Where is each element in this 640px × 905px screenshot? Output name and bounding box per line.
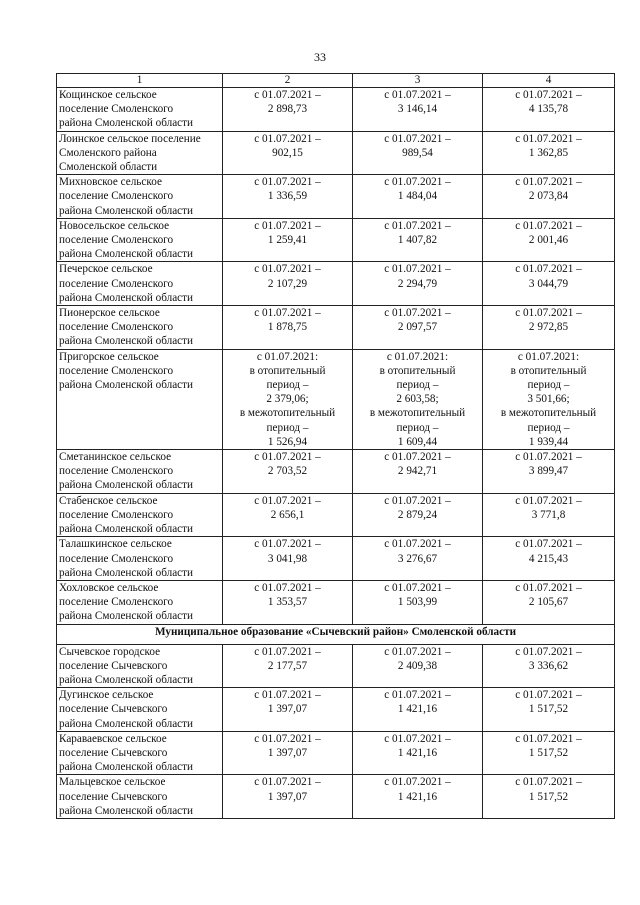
- tariff-col4-cell: [483, 88, 615, 132]
- tariff-col2-cell: [223, 262, 353, 306]
- settlement-name-cell: [57, 580, 223, 624]
- cell-line: 3 501,66;: [527, 393, 570, 406]
- cell-line: Михновское сельское: [59, 176, 162, 189]
- cell-line: с 01.07.2021 –: [254, 307, 321, 320]
- cell-line: с 01.07.2021 –: [384, 89, 451, 101]
- cell-line: с 01.07.2021 –: [384, 732, 451, 745]
- cell-line: 1 939,44: [528, 435, 569, 448]
- cell-line: 2 294,79: [397, 277, 438, 290]
- cell-line: 1 336,59: [267, 190, 308, 203]
- cell-line: в межотопительный: [500, 407, 597, 420]
- tariff-col3-cell: [353, 218, 483, 262]
- cell-line: 2 898,73: [267, 103, 308, 116]
- table-row: [57, 131, 615, 175]
- cell-line: с 01.07.2021 –: [254, 538, 321, 551]
- tariff-col2-cell: [223, 131, 353, 175]
- cell-line: с 01.07.2021 –: [384, 689, 451, 702]
- cell-line: 2 603,58;: [396, 393, 439, 406]
- cell-line: период –: [396, 379, 439, 392]
- cell-line: с 01.07.2021 –: [384, 776, 451, 789]
- settlement-name-cell: [57, 537, 223, 581]
- tariff-col2-cell: [223, 537, 353, 581]
- cell-line: с 01.07.2021 –: [254, 176, 321, 189]
- cell-line: с 01.07.2021 –: [254, 494, 321, 507]
- table-row: [57, 580, 615, 624]
- cell-line: с 01.07.2021 –: [254, 689, 321, 702]
- smolensk-district-rows: [57, 88, 615, 625]
- cell-line: 2 073,84: [528, 190, 569, 203]
- cell-line: 1 421,16: [397, 790, 438, 803]
- tariff-col4-cell: [483, 306, 615, 350]
- table-row: [57, 262, 615, 306]
- cell-line: 902,15: [272, 146, 303, 159]
- cell-line: период –: [527, 421, 570, 434]
- cell-line: района Смоленской области: [59, 335, 194, 348]
- tariff-col3-cell: [353, 262, 483, 306]
- tariff-col3-cell: [353, 131, 483, 175]
- cell-line: поселение Смоленского: [59, 465, 174, 478]
- cell-line: с 01.07.2021 –: [515, 732, 582, 745]
- cell-line: Кощинское сельское: [59, 89, 157, 101]
- tariff-col2-cell: [223, 644, 353, 688]
- cell-line: района Смоленской области: [59, 673, 194, 686]
- tariff-col4-cell: [483, 131, 615, 175]
- tariff-col4-cell: [483, 218, 615, 262]
- cell-line: поселение Смоленского: [59, 552, 174, 565]
- cell-line: 3 044,79: [528, 277, 569, 290]
- settlement-name-cell: [57, 175, 223, 219]
- tariff-col3-cell: [353, 306, 483, 350]
- cell-line: Сычевское городское: [59, 645, 161, 658]
- cell-line: Пригорское сельское: [59, 350, 159, 363]
- settlement-name-cell: [57, 218, 223, 262]
- settlement-name-cell: [57, 775, 223, 819]
- tariff-col3-cell: [353, 88, 483, 132]
- cell-line: поселение Смоленского: [59, 234, 174, 247]
- cell-line: в отопительный: [510, 364, 587, 377]
- cell-line: 1 397,07: [267, 703, 308, 716]
- cell-line: в межотопительный: [369, 407, 466, 420]
- settlement-name-cell: [57, 131, 223, 175]
- header-row: [57, 74, 615, 88]
- cell-line: 2 107,29: [267, 277, 308, 290]
- cell-line: 4 135,78: [528, 103, 569, 116]
- cell-line: с 01.07.2021 –: [254, 776, 321, 789]
- cell-line: с 01.07.2021 –: [515, 263, 582, 276]
- settlement-name-cell: [57, 88, 223, 132]
- cell-line: в отопительный: [379, 364, 456, 377]
- cell-line: 1 609,44: [397, 435, 438, 448]
- cell-line: с 01.07.2021 –: [384, 538, 451, 551]
- table-row: [57, 175, 615, 219]
- cell-line: с 01.07.2021 –: [254, 581, 321, 594]
- table-row: [57, 306, 615, 350]
- tariff-col4-cell: [483, 493, 615, 537]
- tariff-col2-cell: [223, 731, 353, 775]
- table-row: [57, 88, 615, 132]
- cell-line: 2 656,1: [270, 508, 305, 521]
- tariff-col4-cell: [483, 580, 615, 624]
- tariff-col4-cell: [483, 450, 615, 494]
- cell-line: 2 097,57: [397, 321, 438, 334]
- cell-line: Стабенское сельское: [59, 494, 158, 507]
- table-row: [57, 688, 615, 732]
- tariff-col3-cell: [353, 775, 483, 819]
- cell-line: поселение Смоленского: [59, 596, 174, 609]
- cell-line: поселение Сычевского: [59, 703, 168, 716]
- cell-line: с 01.07.2021:: [517, 350, 580, 363]
- cell-line: района Смоленской области: [59, 379, 194, 392]
- cell-line: 3 276,67: [397, 552, 438, 565]
- cell-line: с 01.07.2021:: [256, 350, 319, 363]
- cell-line: Хохловское сельское: [59, 581, 159, 594]
- tariff-col3-cell: [353, 688, 483, 732]
- settlement-name-cell: [57, 306, 223, 350]
- cell-line: 1 526,94: [267, 435, 308, 448]
- sychevsky-district-rows: [57, 644, 615, 818]
- cell-line: с 01.07.2021 –: [254, 645, 321, 658]
- cell-line: с 01.07.2021 –: [254, 219, 321, 232]
- cell-line: в отопительный: [249, 364, 326, 377]
- cell-line: поселение Смоленского: [59, 190, 174, 203]
- tariff-col4-cell: [483, 537, 615, 581]
- table-row: [57, 218, 615, 262]
- cell-line: 3 146,14: [397, 103, 438, 116]
- table-row: [57, 731, 615, 775]
- cell-line: с 01.07.2021 –: [384, 581, 451, 594]
- settlement-name-cell: [57, 493, 223, 537]
- cell-line: Печерское сельское: [59, 263, 153, 276]
- cell-line: поселение Смоленского: [59, 508, 174, 521]
- tariff-col3-cell: [353, 580, 483, 624]
- tariff-col3-cell: [353, 537, 483, 581]
- cell-line: 3 899,47: [528, 465, 569, 478]
- cell-line: с 01.07.2021:: [386, 350, 449, 363]
- cell-line: с 01.07.2021 –: [515, 776, 582, 789]
- cell-line: 1 259,41: [267, 234, 308, 247]
- settlement-name-cell: [57, 450, 223, 494]
- cell-line: с 01.07.2021 –: [384, 307, 451, 320]
- cell-line: 3 041,98: [267, 552, 308, 565]
- cell-line: 1 503,99: [397, 596, 438, 609]
- cell-line: с 01.07.2021 –: [515, 645, 582, 658]
- cell-line: 1 517,52: [528, 790, 569, 803]
- cell-line: с 01.07.2021 –: [515, 219, 582, 232]
- cell-line: 4 215,43: [528, 552, 569, 565]
- cell-line: с 01.07.2021 –: [254, 263, 321, 276]
- table-row: [57, 644, 615, 688]
- cell-line: период –: [396, 421, 439, 434]
- cell-line: района Смоленской области: [59, 204, 194, 217]
- table-row: [57, 537, 615, 581]
- cell-line: Смоленской области: [59, 161, 158, 174]
- cell-line: Сметанинское сельское: [59, 451, 172, 464]
- cell-line: района Смоленской области: [59, 479, 194, 492]
- tariff-col2-cell: [223, 306, 353, 350]
- cell-line: с 01.07.2021 –: [384, 451, 451, 464]
- cell-line: 1 517,52: [528, 703, 569, 716]
- cell-line: 2 879,24: [397, 508, 438, 521]
- tariff-col2-cell: [223, 175, 353, 219]
- cell-line: с 01.07.2021 –: [254, 89, 321, 101]
- cell-line: 2 972,85: [528, 321, 569, 334]
- cell-line: поселение Смоленского: [59, 364, 174, 377]
- cell-line: района Смоленской области: [59, 717, 194, 730]
- column-header: 3: [353, 74, 483, 88]
- cell-line: Лоинское сельское поселение: [59, 132, 201, 145]
- cell-line: период –: [266, 379, 309, 392]
- cell-line: поселение Сычевского: [59, 659, 168, 672]
- tariff-col2-cell: [223, 88, 353, 132]
- cell-line: Пионерское сельское: [59, 307, 160, 320]
- cell-line: Мальцевское сельское: [59, 776, 166, 789]
- cell-line: 2 409,38: [397, 659, 438, 672]
- settlement-name-cell: [57, 262, 223, 306]
- tariff-col2-cell: [223, 450, 353, 494]
- cell-line: района Смоленской области: [59, 117, 194, 130]
- cell-line: района Смоленской области: [59, 523, 194, 536]
- cell-line: 2 001,46: [528, 234, 569, 247]
- tariff-col4-cell: [483, 731, 615, 775]
- tariff-col2-cell: [223, 688, 353, 732]
- tariff-col2-cell: [223, 775, 353, 819]
- tariff-col3-cell: [353, 349, 483, 449]
- cell-line: района Смоленской области: [59, 761, 194, 774]
- cell-line: поселение Сычевского: [59, 746, 168, 759]
- tariff-col4-cell: [483, 262, 615, 306]
- cell-line: с 01.07.2021 –: [384, 219, 451, 232]
- column-header: 2: [223, 74, 353, 88]
- cell-line: 2 105,67: [528, 596, 569, 609]
- cell-line: с 01.07.2021 –: [515, 494, 582, 507]
- cell-line: 1 362,85: [528, 146, 569, 159]
- tariff-col2-cell: [223, 218, 353, 262]
- tariff-col4-cell: [483, 688, 615, 732]
- cell-line: поселение Сычевского: [59, 790, 168, 803]
- cell-line: с 01.07.2021 –: [254, 132, 321, 145]
- cell-line: района Смоленской области: [59, 248, 194, 261]
- tariff-col2-cell: [223, 349, 353, 449]
- tariff-table: [56, 73, 615, 819]
- cell-line: района Смоленской области: [59, 804, 194, 817]
- settlement-name-cell: [57, 731, 223, 775]
- column-header: 4: [483, 74, 615, 88]
- cell-line: с 01.07.2021 –: [384, 263, 451, 276]
- cell-line: Караваевское сельское: [59, 732, 167, 745]
- cell-line: Новосельское сельское: [59, 219, 170, 232]
- cell-line: 2 379,06;: [266, 393, 309, 406]
- cell-line: с 01.07.2021 –: [515, 451, 582, 464]
- cell-line: 1 407,82: [397, 234, 438, 247]
- cell-line: 3 771,8: [531, 508, 566, 521]
- cell-line: с 01.07.2021 –: [515, 132, 582, 145]
- cell-line: 1 353,57: [267, 596, 308, 609]
- cell-line: с 01.07.2021 –: [384, 176, 451, 189]
- cell-line: с 01.07.2021 –: [384, 494, 451, 507]
- cell-line: поселение Смоленского: [59, 103, 174, 116]
- cell-line: с 01.07.2021 –: [384, 645, 451, 658]
- cell-line: 1 397,07: [267, 790, 308, 803]
- page-number: 33: [314, 50, 326, 64]
- table-row: [57, 349, 615, 449]
- cell-line: района Смоленской области: [59, 291, 194, 304]
- cell-line: в межотопительный: [239, 407, 336, 420]
- cell-line: 1 421,16: [397, 746, 438, 759]
- tariff-col4-cell: [483, 349, 615, 449]
- cell-line: 3 336,62: [528, 659, 569, 672]
- cell-line: с 01.07.2021 –: [515, 689, 582, 702]
- section-title: Муниципальное образование «Сычевский район» Смоленской области: [57, 624, 615, 644]
- cell-line: 1 397,07: [267, 746, 308, 759]
- tariff-col4-cell: [483, 644, 615, 688]
- settlement-name-cell: [57, 644, 223, 688]
- tariff-col4-cell: [483, 175, 615, 219]
- cell-line: с 01.07.2021 –: [384, 132, 451, 145]
- cell-line: период –: [266, 421, 309, 434]
- tariff-col3-cell: [353, 450, 483, 494]
- settlement-name-cell: [57, 349, 223, 449]
- cell-line: района Смоленской области: [59, 610, 194, 623]
- column-header: 1: [57, 74, 223, 88]
- settlement-name-cell: [57, 688, 223, 732]
- cell-line: с 01.07.2021 –: [254, 732, 321, 745]
- tariff-col3-cell: [353, 731, 483, 775]
- tariff-col2-cell: [223, 580, 353, 624]
- cell-line: 1 878,75: [267, 321, 308, 334]
- cell-line: Смоленского района: [59, 146, 157, 159]
- cell-line: поселение Смоленского: [59, 321, 174, 334]
- section-row: [57, 624, 615, 644]
- tariff-col3-cell: [353, 175, 483, 219]
- tariff-col3-cell: [353, 644, 483, 688]
- cell-line: с 01.07.2021 –: [515, 581, 582, 594]
- table-row: [57, 450, 615, 494]
- cell-line: 1 484,04: [397, 190, 438, 203]
- cell-line: с 01.07.2021 –: [515, 89, 582, 101]
- cell-line: с 01.07.2021 –: [515, 538, 582, 551]
- cell-line: 2 177,57: [267, 659, 308, 672]
- cell-line: поселение Смоленского: [59, 277, 174, 290]
- cell-line: 989,54: [402, 146, 433, 159]
- cell-line: 1 421,16: [397, 703, 438, 716]
- cell-line: с 01.07.2021 –: [254, 451, 321, 464]
- cell-line: Дугинское сельское: [59, 689, 154, 702]
- cell-line: Талашкинское сельское: [59, 538, 172, 551]
- cell-line: период –: [527, 379, 570, 392]
- cell-line: с 01.07.2021 –: [515, 307, 582, 320]
- cell-line: 2 942,71: [397, 465, 438, 478]
- tariff-col4-cell: [483, 775, 615, 819]
- cell-line: с 01.07.2021 –: [515, 176, 582, 189]
- tariff-col2-cell: [223, 493, 353, 537]
- cell-line: района Смоленской области: [59, 566, 194, 579]
- tariff-col3-cell: [353, 493, 483, 537]
- cell-line: 2 703,52: [267, 465, 308, 478]
- table-row: [57, 493, 615, 537]
- table-row: [57, 775, 615, 819]
- cell-line: 1 517,52: [528, 746, 569, 759]
